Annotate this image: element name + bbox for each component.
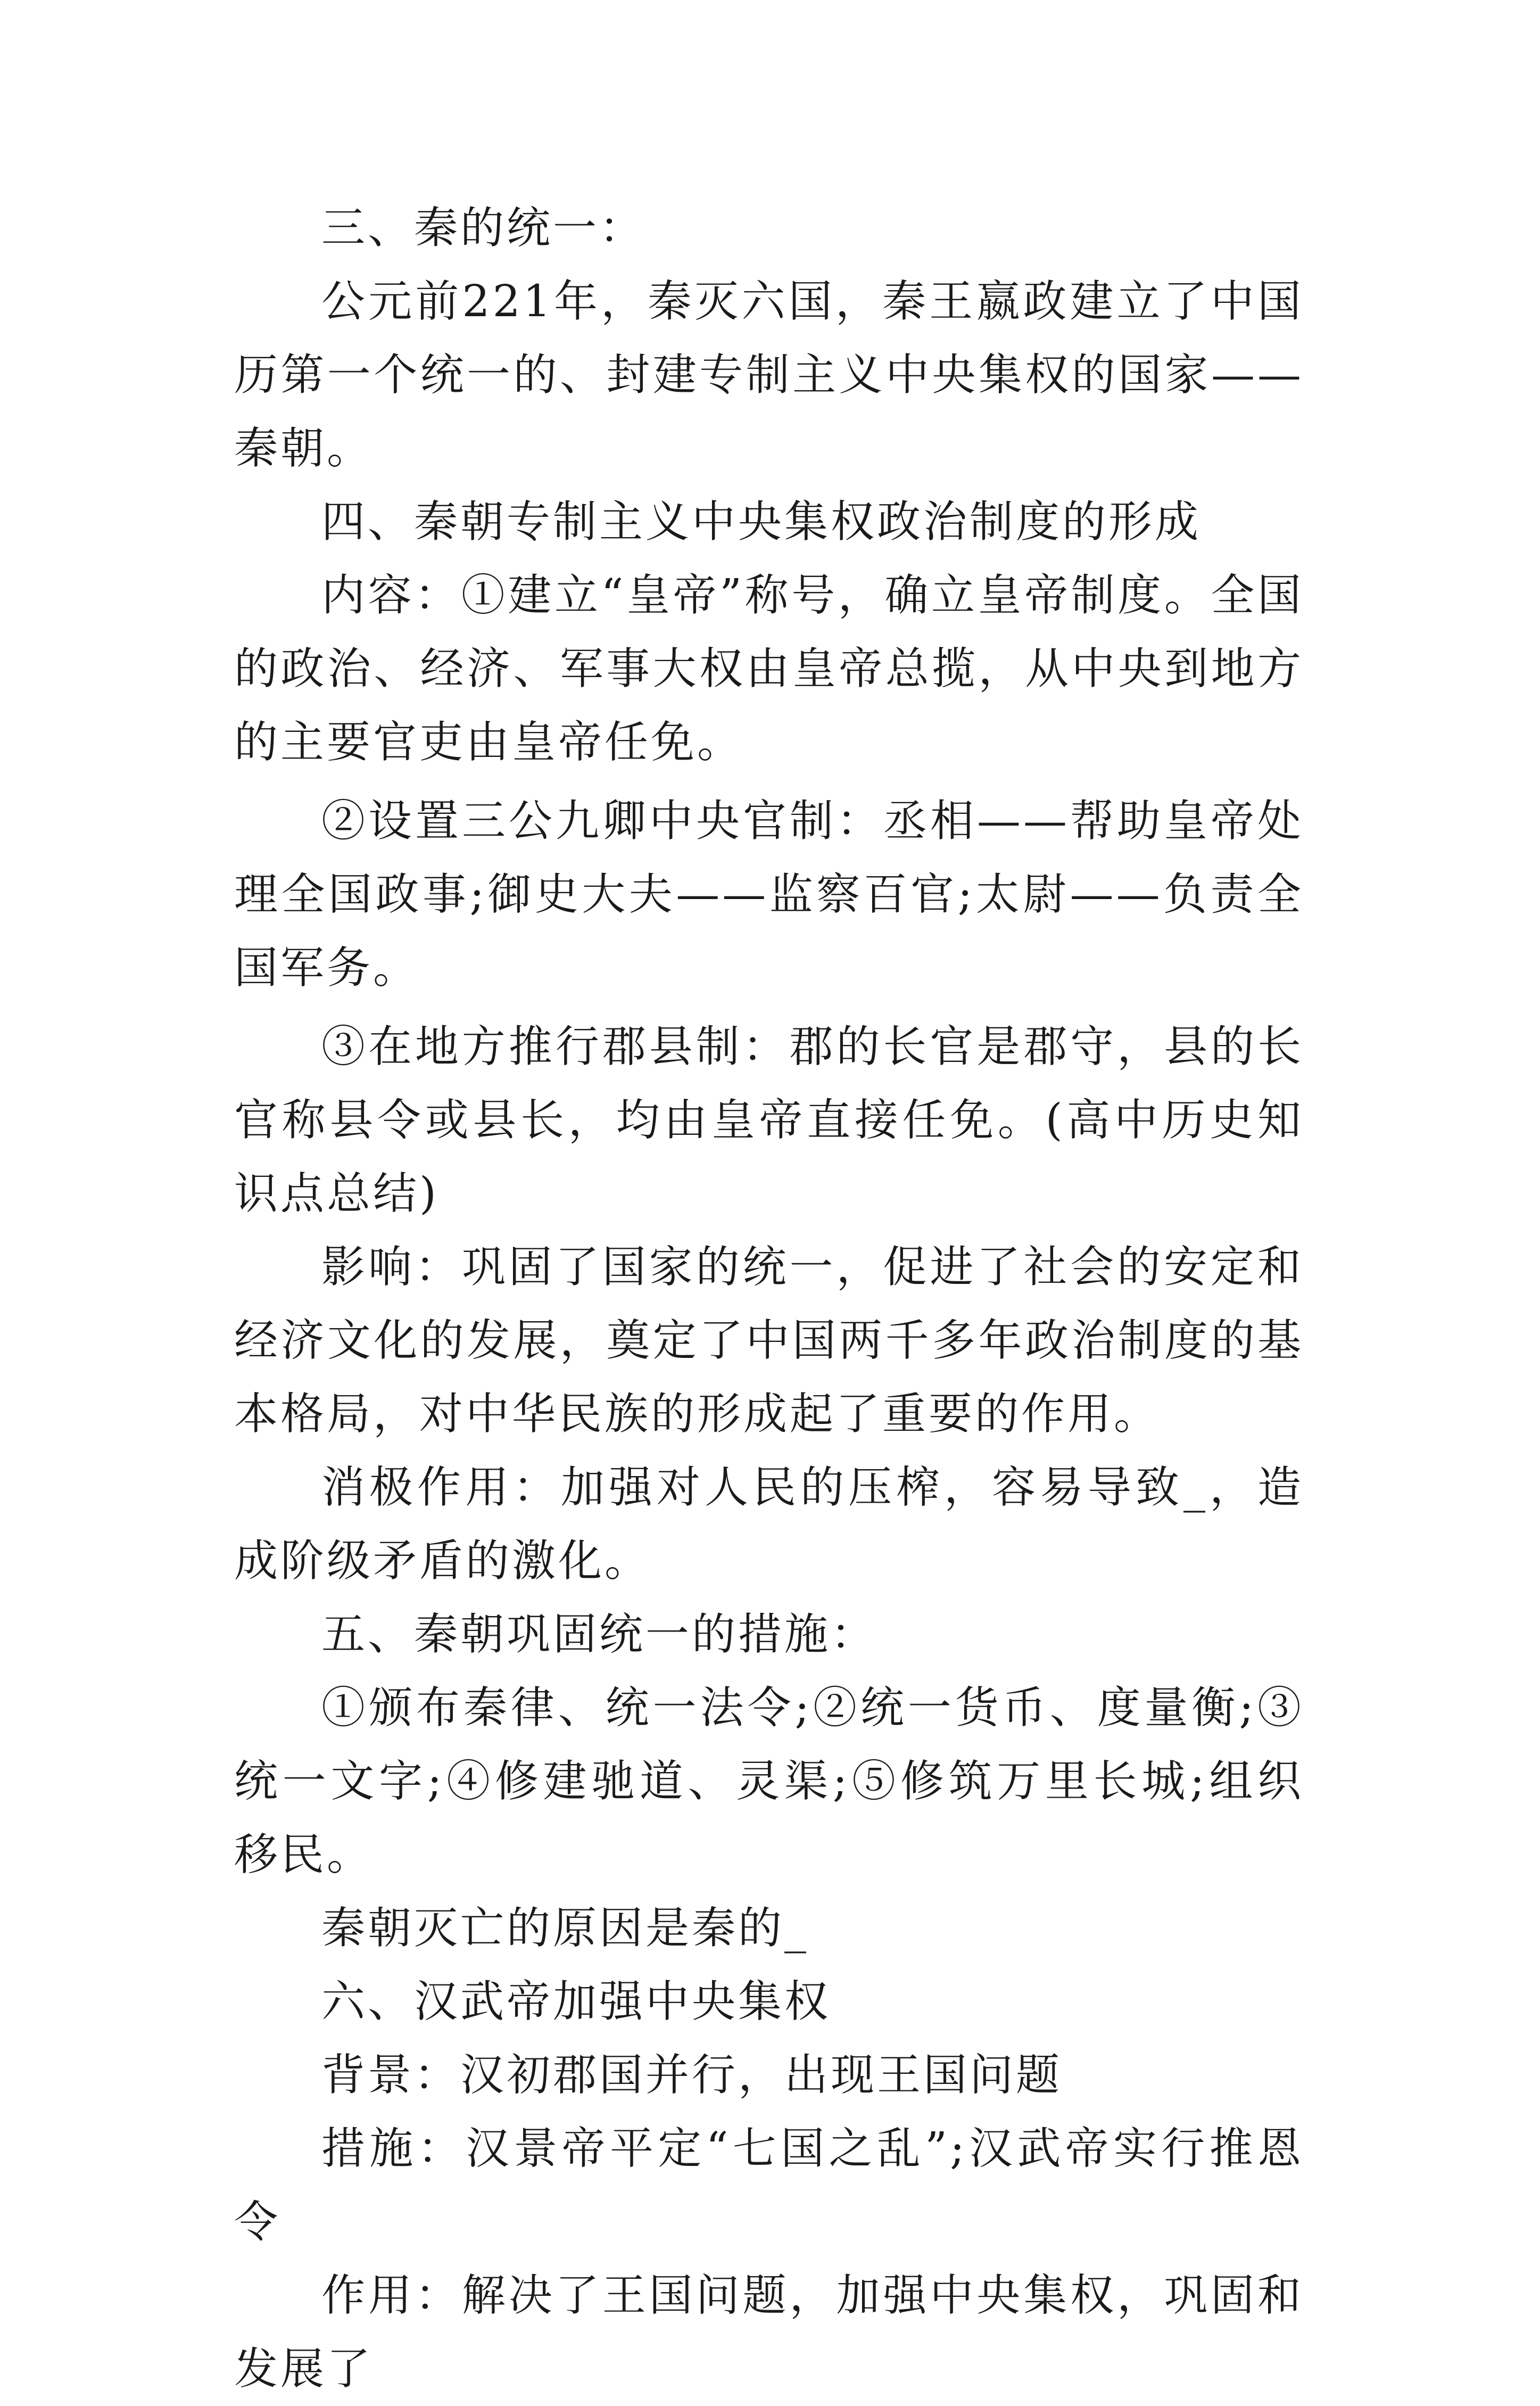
paragraph: ③在地方推行郡县制：郡的长官是郡守，县的长官称县令或县长，均由皇帝直接任免。(高中历史知识点总结) <box>234 1021 1304 1219</box>
section-heading-qin-centralization: 四、秦朝专制主义中央集权政治制度的形成 <box>321 497 1202 547</box>
paragraph: 秦朝灭亡的原因是秦的_ <box>321 1903 809 1954</box>
section-heading-qin-unification: 三、秦的统一： <box>321 203 646 253</box>
paragraph: 消极作用：加强对人民的压榨，容易导致_，造成阶级矛盾的激化。 <box>234 1462 1304 1586</box>
paragraph: 措施：汉景帝平定“七国之乱”;汉武帝实行推恩令 <box>234 2123 1304 2247</box>
document-body <box>234 192 1304 2406</box>
paragraph: ②设置三公九卿中央官制：丞相——帮助皇帝处理全国政事;御史大夫——监察百官;太尉——负责全国军务。 <box>234 796 1304 993</box>
section-heading-han-wudi: 六、汉武帝加强中央集权 <box>321 1976 831 2027</box>
paragraph: 影响：巩固了国家的统一，促进了社会的安定和经济文化的发展，奠定了中国两千多年政治制度的基本格局，对中华民族的形成起了重要的作用。 <box>234 1242 1304 1439</box>
section-heading-qin-consolidation: 五、秦朝巩固统一的措施： <box>321 1609 877 1660</box>
paragraph: ①颁布秦律、统一法令;②统一货币、度量衡;③统一文字;④修建驰道、灵渠;⑤修筑万里长城;组织移民。 <box>234 1683 1304 1880</box>
paragraph: 内容：①建立“皇帝”称号，确立皇帝制度。全国的政治、经济、军事大权由皇帝总揽，从中央到地方的主要官吏由皇帝任免。 <box>234 570 1304 768</box>
paragraph: 作用：解决了王国问题，加强中央集权，巩固和发展了 <box>234 2270 1304 2394</box>
paragraph: 背景：汉初郡国并行，出现王国问题 <box>321 2050 1063 2100</box>
paragraph: 公元前221年，秦灭六国，秦王嬴政建立了中国历第一个统一的、封建专制主义中央集权的国家——秦朝。 <box>234 276 1304 474</box>
